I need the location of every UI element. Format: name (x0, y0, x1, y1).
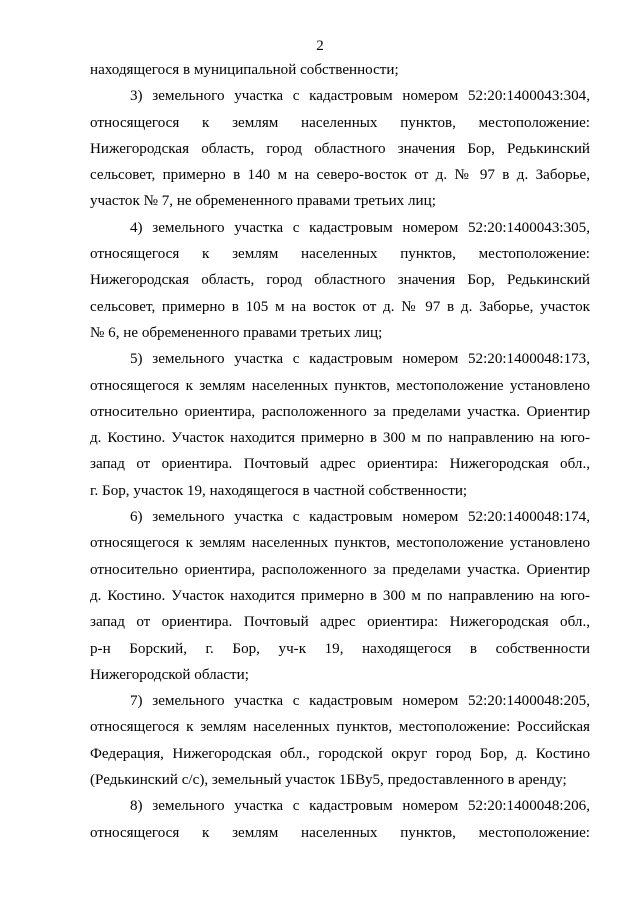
text-line: запад от ориентира. Почтовый адрес ориентира: Нижегородская обл., (90, 456, 590, 473)
text-line: Нижегородская область, город областного значения Бор, Редькинский (90, 272, 590, 289)
text-line: 7) земельного участка с кадастровым номером 52:20:1400048:205, (130, 693, 590, 710)
text-line: относящегося к землям населенных пунктов, местоположение установлено (90, 535, 590, 552)
text-line: сельсовет, примерно в 105 м на восток от д. № 97 в д. Заборье, участок (90, 298, 590, 315)
text-line: д. Костино. Участок находится примерно в 300 м по направлению на юго- (90, 430, 590, 447)
text-line: р-н Борский, г. Бор, уч-к 19, находящегося в собственности (90, 640, 590, 657)
document-body (90, 57, 590, 846)
text-line: участок № 7, не обремененного правами третьих лиц; (90, 193, 436, 210)
text-line: находящегося в муниципальной собственности; (90, 62, 399, 78)
text-line: Нижегородской области; (90, 666, 249, 683)
text-line: относящегося к землям населенных пунктов, местоположение: (90, 824, 590, 841)
text-line: Нижегородская область, город областного значения Бор, Редькинский (90, 140, 590, 157)
text-line: относительно ориентира, расположенного за пределами участка. Ориентир (90, 561, 590, 578)
text-line: д. Костино. Участок находится примерно в 300 м по направлению на юго- (90, 587, 590, 604)
text-line: 8) земельного участка с кадастровым номером 52:20:1400048:206, (130, 798, 590, 815)
text-line: 3) земельного участка с кадастровым номером 52:20:1400043:304, (130, 88, 590, 105)
text-line: сельсовет, примерно в 140 м на северо-восток от д. № 97 в д. Заборье, (90, 167, 590, 184)
text-line: относящегося к землям населенных пунктов, местоположение: Российская (90, 719, 590, 736)
text-line: г. Бор, участок 19, находящегося в частной собственности; (90, 482, 468, 499)
text-line: относящегося к землям населенных пунктов, местоположение установлено (90, 377, 590, 394)
text-line: относящегося к землям населенных пунктов, местоположение: (90, 114, 590, 131)
text-line: (Редькинский с/с), земельный участок 1БВу5, предоставленного в аренду; (90, 772, 567, 789)
text-line: запад от ориентира. Почтовый адрес ориентира: Нижегородская обл., (90, 614, 590, 631)
text-line: № 6, не обремененного правами третьих лиц; (90, 324, 383, 341)
text-line: 6) земельного участка с кадастровым номером 52:20:1400048:174, (130, 509, 590, 526)
text-line: 4) земельного участка с кадастровым номером 52:20:1400043:305, (130, 219, 590, 236)
text-line: 5) земельного участка с кадастровым номером 52:20:1400048:173, (130, 351, 590, 368)
text-line: Федерация, Нижегородская обл., городской округ город Бор, д. Костино (90, 745, 590, 762)
page-number: 2 (316, 38, 324, 54)
text-line: относящегося к землям населенных пунктов, местоположение: (90, 246, 590, 263)
text-line: относительно ориентира, расположенного за пределами участка. Ориентир (90, 403, 590, 420)
